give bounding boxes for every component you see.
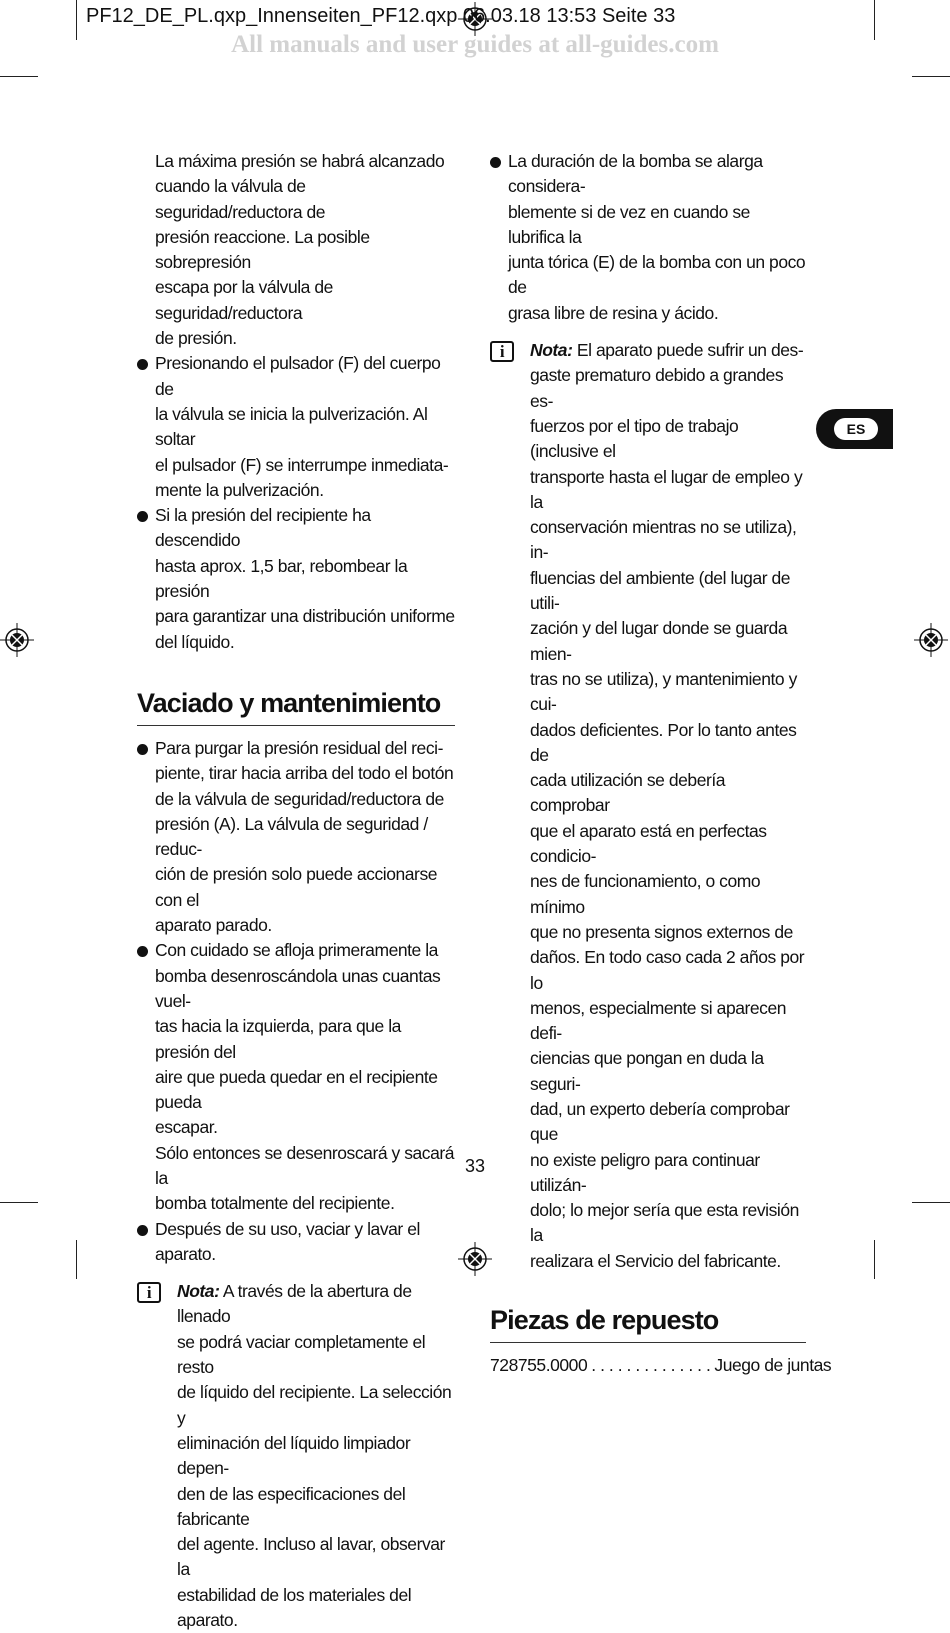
list-item xyxy=(490,1353,832,1378)
registration-mark-icon xyxy=(914,623,948,657)
list-item: La duración de la bomba se alarga considera- blemente si de vez en cuando se lubrifica la junta tórica (E) de la bomba con un poco de grasa libre de resina y ácido. xyxy=(490,149,806,326)
note-box: i Nota: A través de la abertura de llenado se podrá vaciar completamente el resto de líquido del recipiente. La selección y eliminación del líquido limpiador depen- den de las especificaciones del fabricante del agente. Incluso al lavar, observar la estabilidad de los materiales del aparato. xyxy=(137,1279,455,1633)
crop-mark xyxy=(76,1240,77,1279)
list-item: Después de su uso, vaciar y lavar el aparato. xyxy=(137,1217,455,1268)
part-name: Juego de juntas xyxy=(714,1355,832,1376)
left-column xyxy=(137,149,455,1633)
note-box: i Nota: El aparato puede sufrir un des- gaste prematuro debido a grandes es- fuerzos por el tipo de trabajo (inclusive el transporte hasta el lugar de empleo y la conservación mientras no se utiliza), in- fluencias del ambiente (del lugar de utili- zación y del lugar donde se guarda mien- tras no se utiliza), y mantenimiento y cui- dados deficientes. Por lo tanto antes de cada utilización se debería comprobar que el aparato está en perfectas condicio- nes de funcionamiento, o como mínimo que no presenta signos externos de daños. En todo caso cada 2 años por lo menos, especialmente si aparecen defi- ciencias que pongan en duda la seguri- dad, un experto debería comprobar que no existe peligro para continuar utilizán- dolo; lo mejor sería que esta revisión la realizara el Servicio del fabricante. xyxy=(490,338,806,1274)
bullet-icon xyxy=(490,157,501,168)
crop-mark xyxy=(0,1202,38,1203)
watermark: All manuals and user guides at all-guides.com xyxy=(231,31,719,58)
note-label: Nota: xyxy=(177,1281,220,1302)
bullet-icon xyxy=(137,946,148,957)
language-tab xyxy=(816,409,893,449)
list-item: Presionando el pulsador (F) del cuerpo de la válvula se inicia la pulverización. Al soltar el pulsador (F) se interrumpe inmediata- mente la pulverización. xyxy=(137,351,455,503)
intro-paragraph: La máxima presión se habrá alcanzado cuando la válvula de seguridad/reductora de presión reaccione. La posible sobrepresión escapa por la válvula de seguridad/reductora de presión. xyxy=(155,151,445,349)
part-number: 728755.0000 xyxy=(490,1355,588,1376)
right-column xyxy=(490,149,832,1378)
page-number: 33 xyxy=(464,1156,486,1176)
bullet-icon xyxy=(137,744,148,755)
registration-mark-icon xyxy=(0,623,34,657)
list-item: Si la presión del recipiente ha descendido hasta aprox. 1,5 bar, rebombear la presión para garantizar una distribución uniforme del líquido. xyxy=(137,503,455,655)
bullet-icon xyxy=(137,1225,148,1236)
section-heading: Piezas de repuesto xyxy=(490,1304,806,1343)
print-slug: PF12_DE_PL.qxp_Innenseiten_PF12.qxp 06.03.18 13:53 Seite 33 xyxy=(86,5,676,27)
crop-mark xyxy=(912,76,950,77)
bullet-icon xyxy=(137,511,148,522)
crop-mark xyxy=(912,1202,950,1203)
info-icon: i xyxy=(137,1282,161,1303)
bullet-icon xyxy=(137,359,148,370)
crop-mark xyxy=(0,76,38,77)
crop-mark xyxy=(874,1240,875,1279)
note-label: Nota: xyxy=(530,340,573,361)
registration-mark-icon xyxy=(458,1242,492,1276)
list-item: Para purgar la presión residual del reci- piente, tirar hacia arriba del todo el botón de la válvula de seguridad/reductora de presión (A). La válvula de seguridad / reduc- ción de presión solo puede accionarse con el aparato parado. xyxy=(137,736,455,938)
info-icon: i xyxy=(490,341,514,362)
section-heading: Vaciado y mantenimiento xyxy=(137,687,455,726)
language-tab-label: ES xyxy=(834,418,878,440)
list-item: Con cuidado se afloja primeramente la bomba desenroscándola unas cuantas vuel- tas hacia la izquierda, para que la presión del aire que pueda quedar en el recipiente pueda escapar. Sólo entonces se desenroscará y sacará la bomba totalmente del recipiente. xyxy=(137,938,455,1216)
dot-leader: . . . . . . . . . . . . . . xyxy=(591,1355,711,1376)
